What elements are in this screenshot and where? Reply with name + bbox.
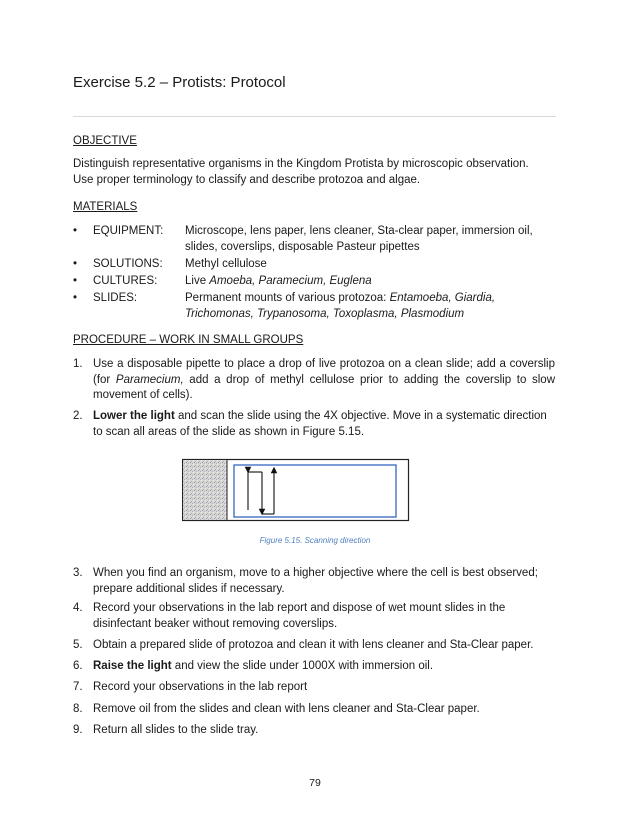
objective-heading: OBJECTIVE [73,135,137,147]
step-number: 9. [73,724,83,736]
scanning-direction-figure [182,458,410,522]
title-divider [73,116,556,117]
step-number: 4. [73,602,83,614]
procedure-step [73,357,558,405]
frosted-label-area [183,460,227,520]
procedure-step [73,702,558,718]
materials-item-cultures [73,274,558,290]
materials-value: Methyl cellulose [185,258,267,270]
step-text: Obtain a prepared slide of protozoa and clean it with lens cleaner and Sta-Clear paper. [93,639,534,651]
bullet: • [73,225,78,237]
bullet: • [73,292,78,304]
materials-heading: MATERIALS [73,201,138,213]
step-text: Lower the light and scan the slide using the 4X objective. Move in a systematic direction to scan all areas of the slide as shown in Figure 5.15. [93,410,547,438]
step-text: Record your observations in the lab report and dispose of wet mount slides in the disinfectant beaker without removing coverslips. [93,602,506,630]
procedure-step [73,638,558,654]
procedure-step [73,680,558,696]
objective-line-2: Use proper terminology to classify and describe protozoa and algae. [73,174,421,186]
figure-caption: Figure 5.15. Scanning direction [259,536,371,545]
step-number: 7. [73,681,83,693]
materials-value: Microscope, lens paper, lens cleaner, Sta-clear paper, immersion oil, slides, coverslips, disposable Pasteur pipettes [185,225,533,253]
materials-label: CULTURES: [93,275,158,287]
materials-label: EQUIPMENT: [93,225,164,237]
materials-value: Permanent mounts of various protozoa: Entamoeba, Giardia, Trichomonas, Trypanosoma, Toxoplasma, Plasmodium [185,292,496,320]
bullet: • [73,275,78,287]
procedure-step [73,409,558,441]
step-number: 5. [73,639,83,651]
step-number: 1. [73,358,83,370]
step-number: 3. [73,567,83,579]
page-number: 79 [309,777,321,789]
procedure-step [73,659,558,675]
materials-label: SLIDES: [93,292,138,304]
procedure-heading: PROCEDURE – WORK IN SMALL GROUPS [73,334,304,346]
step-text: Use a disposable pipette to place a drop of live protozoa on a clean slide; add a coverslip (for Paramecium, add a drop of methyl cellulose prior to adding the coverslip to slow movement of cells). [93,358,555,401]
page-title: Exercise 5.2 – Protists: Protocol [73,74,286,91]
step-text: When you find an organism, move to a higher objective where the cell is best observed; prepare additional slides if necessary. [93,567,538,595]
materials-value: Live Amoeba, Paramecium, Euglena [185,275,372,287]
step-text: Record your observations in the lab report [93,681,308,693]
step-number: 8. [73,703,83,715]
step-number: 6. [73,660,83,672]
procedure-step [73,601,558,633]
procedure-step [73,723,558,739]
bullet: • [73,258,78,270]
materials-item-slides [73,291,558,323]
materials-item-solutions [73,257,558,273]
materials-label: SOLUTIONS: [93,258,163,270]
objective-line-1: Distinguish representative organisms in the Kingdom Protista by microscopic observation. [73,158,529,170]
step-text: Remove oil from the slides and clean with lens cleaner and Sta-Clear paper. [93,703,480,715]
step-text: Return all slides to the slide tray. [93,724,259,736]
procedure-step [73,566,558,598]
step-text: Raise the light and view the slide under 1000X with immersion oil. [93,660,434,672]
materials-item-equipment [73,224,558,256]
step-number: 2. [73,410,83,422]
